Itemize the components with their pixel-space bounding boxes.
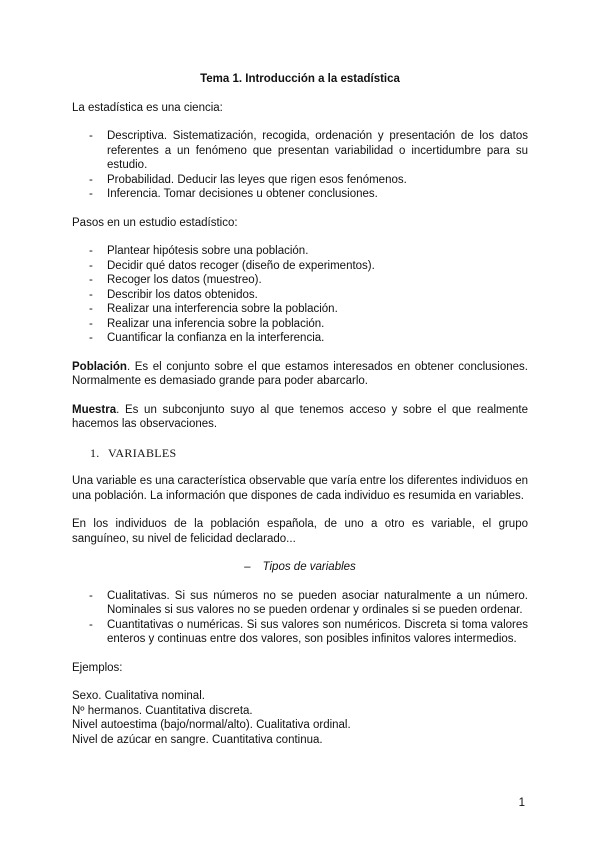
intro-paragraph: La estadística es una ciencia: [72,101,223,114]
document-title: Tema 1. Introducción a la estadística [200,73,400,85]
intro-list [72,129,528,202]
examples-list [72,689,528,747]
list-item: - Probabilidad. Deducir las leyes que rigen esos fenómenos. [89,173,407,186]
example-line: Nº hermanos. Cuantitativa discreta. [72,704,253,717]
list-item: - Cuantitativas o numéricas. Si sus valores son numéricos. Discreta si toma valores enteros y continuas entre dos valores, son posibles infinitos valores intermedios. [89,618,528,645]
list-item: - Cualitativas. Si sus números no se pueden asociar naturalmente a un número. Nominales si sus valores no se pueden ordenar y ordinales si se pueden ordenar. [89,589,528,616]
page-number: 1 [518,797,525,809]
list-item: - Realizar una interferencia sobre la población. [89,303,338,315]
list-item: - Inferencia. Tomar decisiones u obtener conclusiones. [89,188,378,200]
list-item: - Realizar una inferencia sobre la población. [89,317,325,330]
example-line: Nivel autoestima (bajo/normal/alto). Cualitativa ordinal. [72,719,351,731]
types-list [72,589,528,647]
steps-intro: Pasos en un estudio estadístico: [72,216,238,229]
document-page [72,72,528,747]
example-line: Sexo. Cualitativa nominal. [72,690,205,702]
muestra-definition: Muestra. Es un subconjunto suyo al que tenemos acceso y sobre el que realmente hacemos las observaciones. [72,403,528,430]
example-line: Nivel de azúcar en sangre. Cuantitativa continua. [72,733,323,746]
variable-example: En los individuos de la población española, de uno a otro es variable, el grupo sanguíneo, su nivel de felicidad declarado... [72,518,528,545]
poblacion-term: Población [72,360,127,373]
list-item: - Descriptiva. Sistematización, recogida, ordenación y presentación de los datos referentes a un fenómeno que presentan variabilidad o incertidumbre para su estudio. [89,130,528,171]
examples-label: Ejemplos: [72,661,123,674]
section-heading: 1. VARIABLES [90,445,177,460]
steps-list [72,244,528,346]
subheading-tipos: – Tipos de variables [244,561,356,573]
list-item: - Decidir qué datos recoger (diseño de experimentos). [89,259,375,272]
list-item: - Cuantificar la confianza en la interferencia. [89,332,325,344]
list-item: - Recoger los datos (muestreo). [89,274,262,286]
list-item: - Describir los datos obtenidos. [89,288,258,301]
variable-definition: Una variable es una característica observable que varía entre los diferentes individuos en una población. La información que dispones de cada individuo es resumida en variables. [72,475,528,502]
poblacion-definition: Población. Es el conjunto sobre el que estamos interesados en obtener conclusiones. Normalmente es demasiado grande para poder abarcarlo. [72,360,528,387]
muestra-term: Muestra [72,403,117,416]
list-item: - Plantear hipótesis sobre una población. [89,245,309,257]
